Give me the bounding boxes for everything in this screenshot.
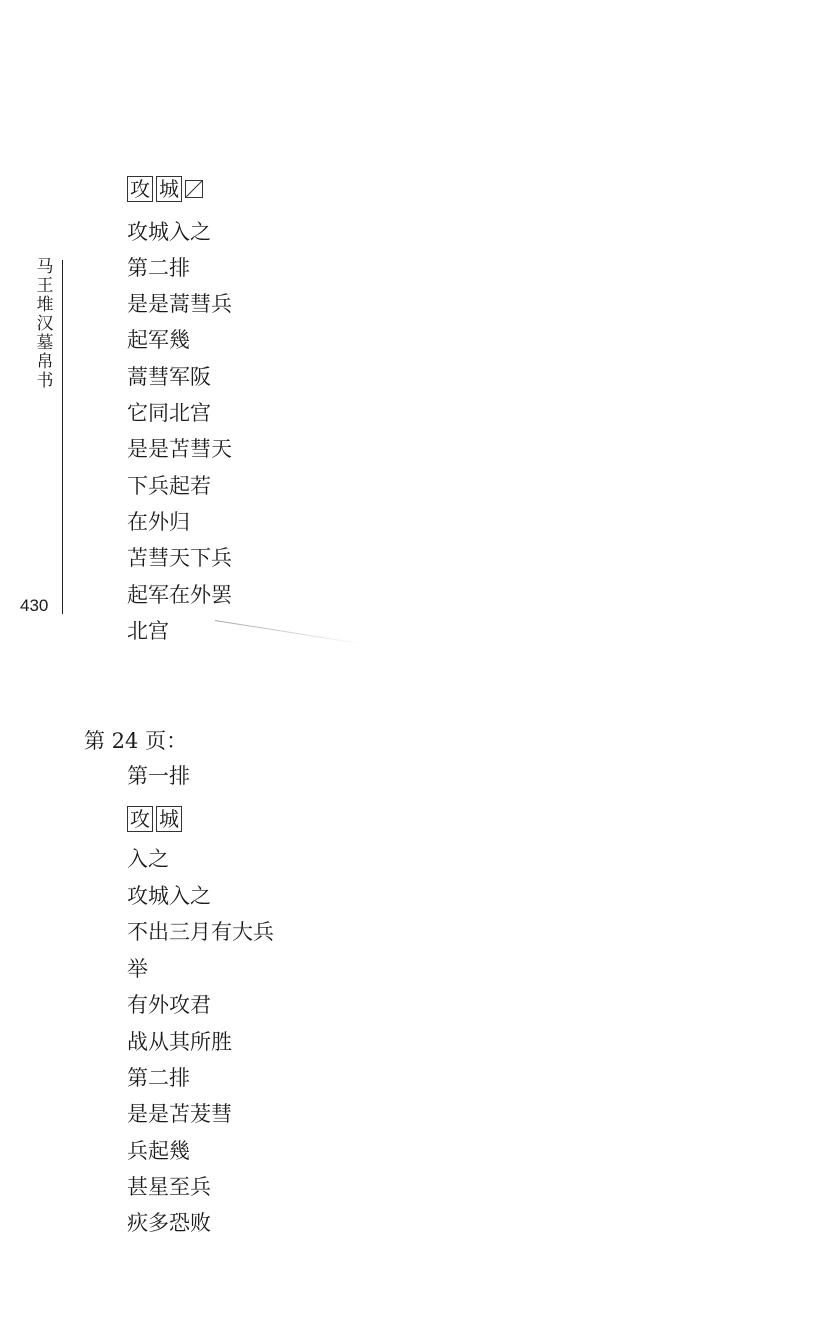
page-number: 430 — [20, 596, 49, 615]
text-line: 蒿彗军阪 — [127, 365, 211, 389]
text-line: 北宫 — [127, 619, 169, 643]
text-line: 攻城入之 — [127, 220, 211, 244]
boxed-chars-row — [127, 806, 182, 832]
text-line: 攻城入之 — [127, 884, 211, 908]
text-line: 第二排 — [127, 256, 190, 280]
boxed-char: 攻 — [127, 806, 153, 832]
text-line: 起军幾 — [127, 328, 190, 352]
boxed-char: 城 — [156, 176, 182, 202]
boxed-chars-row — [127, 176, 203, 202]
text-line: 战从其所胜 — [127, 1030, 232, 1054]
boxed-char: 城 — [156, 806, 182, 832]
text-line: 在外归 — [127, 510, 190, 534]
text-line: 有外攻君 — [127, 993, 211, 1017]
text-line: 入之 — [127, 847, 169, 871]
text-line: 第二排 — [127, 1066, 190, 1090]
text-line: 下兵起若 — [127, 474, 211, 498]
text-line: 疢多恐败 — [127, 1211, 211, 1235]
side-rule — [62, 260, 63, 614]
text-line: 举 — [127, 957, 148, 981]
text-line: 是是蒿彗兵 — [127, 292, 232, 316]
text-line: 是是苫彗天 — [127, 437, 232, 461]
boxed-char: 攻 — [127, 176, 153, 202]
text-line: 苫彗天下兵 — [127, 546, 232, 570]
damaged-char-box — [185, 180, 203, 198]
page-heading: 第 24 页： — [84, 729, 188, 753]
side-title: 马王堆汉墓帛书 — [36, 257, 54, 391]
text-line: 起军在外罢 — [127, 583, 232, 607]
text-line: 兵起幾 — [127, 1139, 190, 1163]
text-line: 甚星至兵 — [127, 1175, 211, 1199]
scan-scratch — [215, 620, 363, 644]
text-line: 不出三月有大兵 — [127, 920, 274, 944]
text-line: 是是苫茇彗 — [127, 1102, 232, 1126]
text-line: 第一排 — [127, 764, 190, 788]
text-line: 它同北宫 — [127, 401, 211, 425]
